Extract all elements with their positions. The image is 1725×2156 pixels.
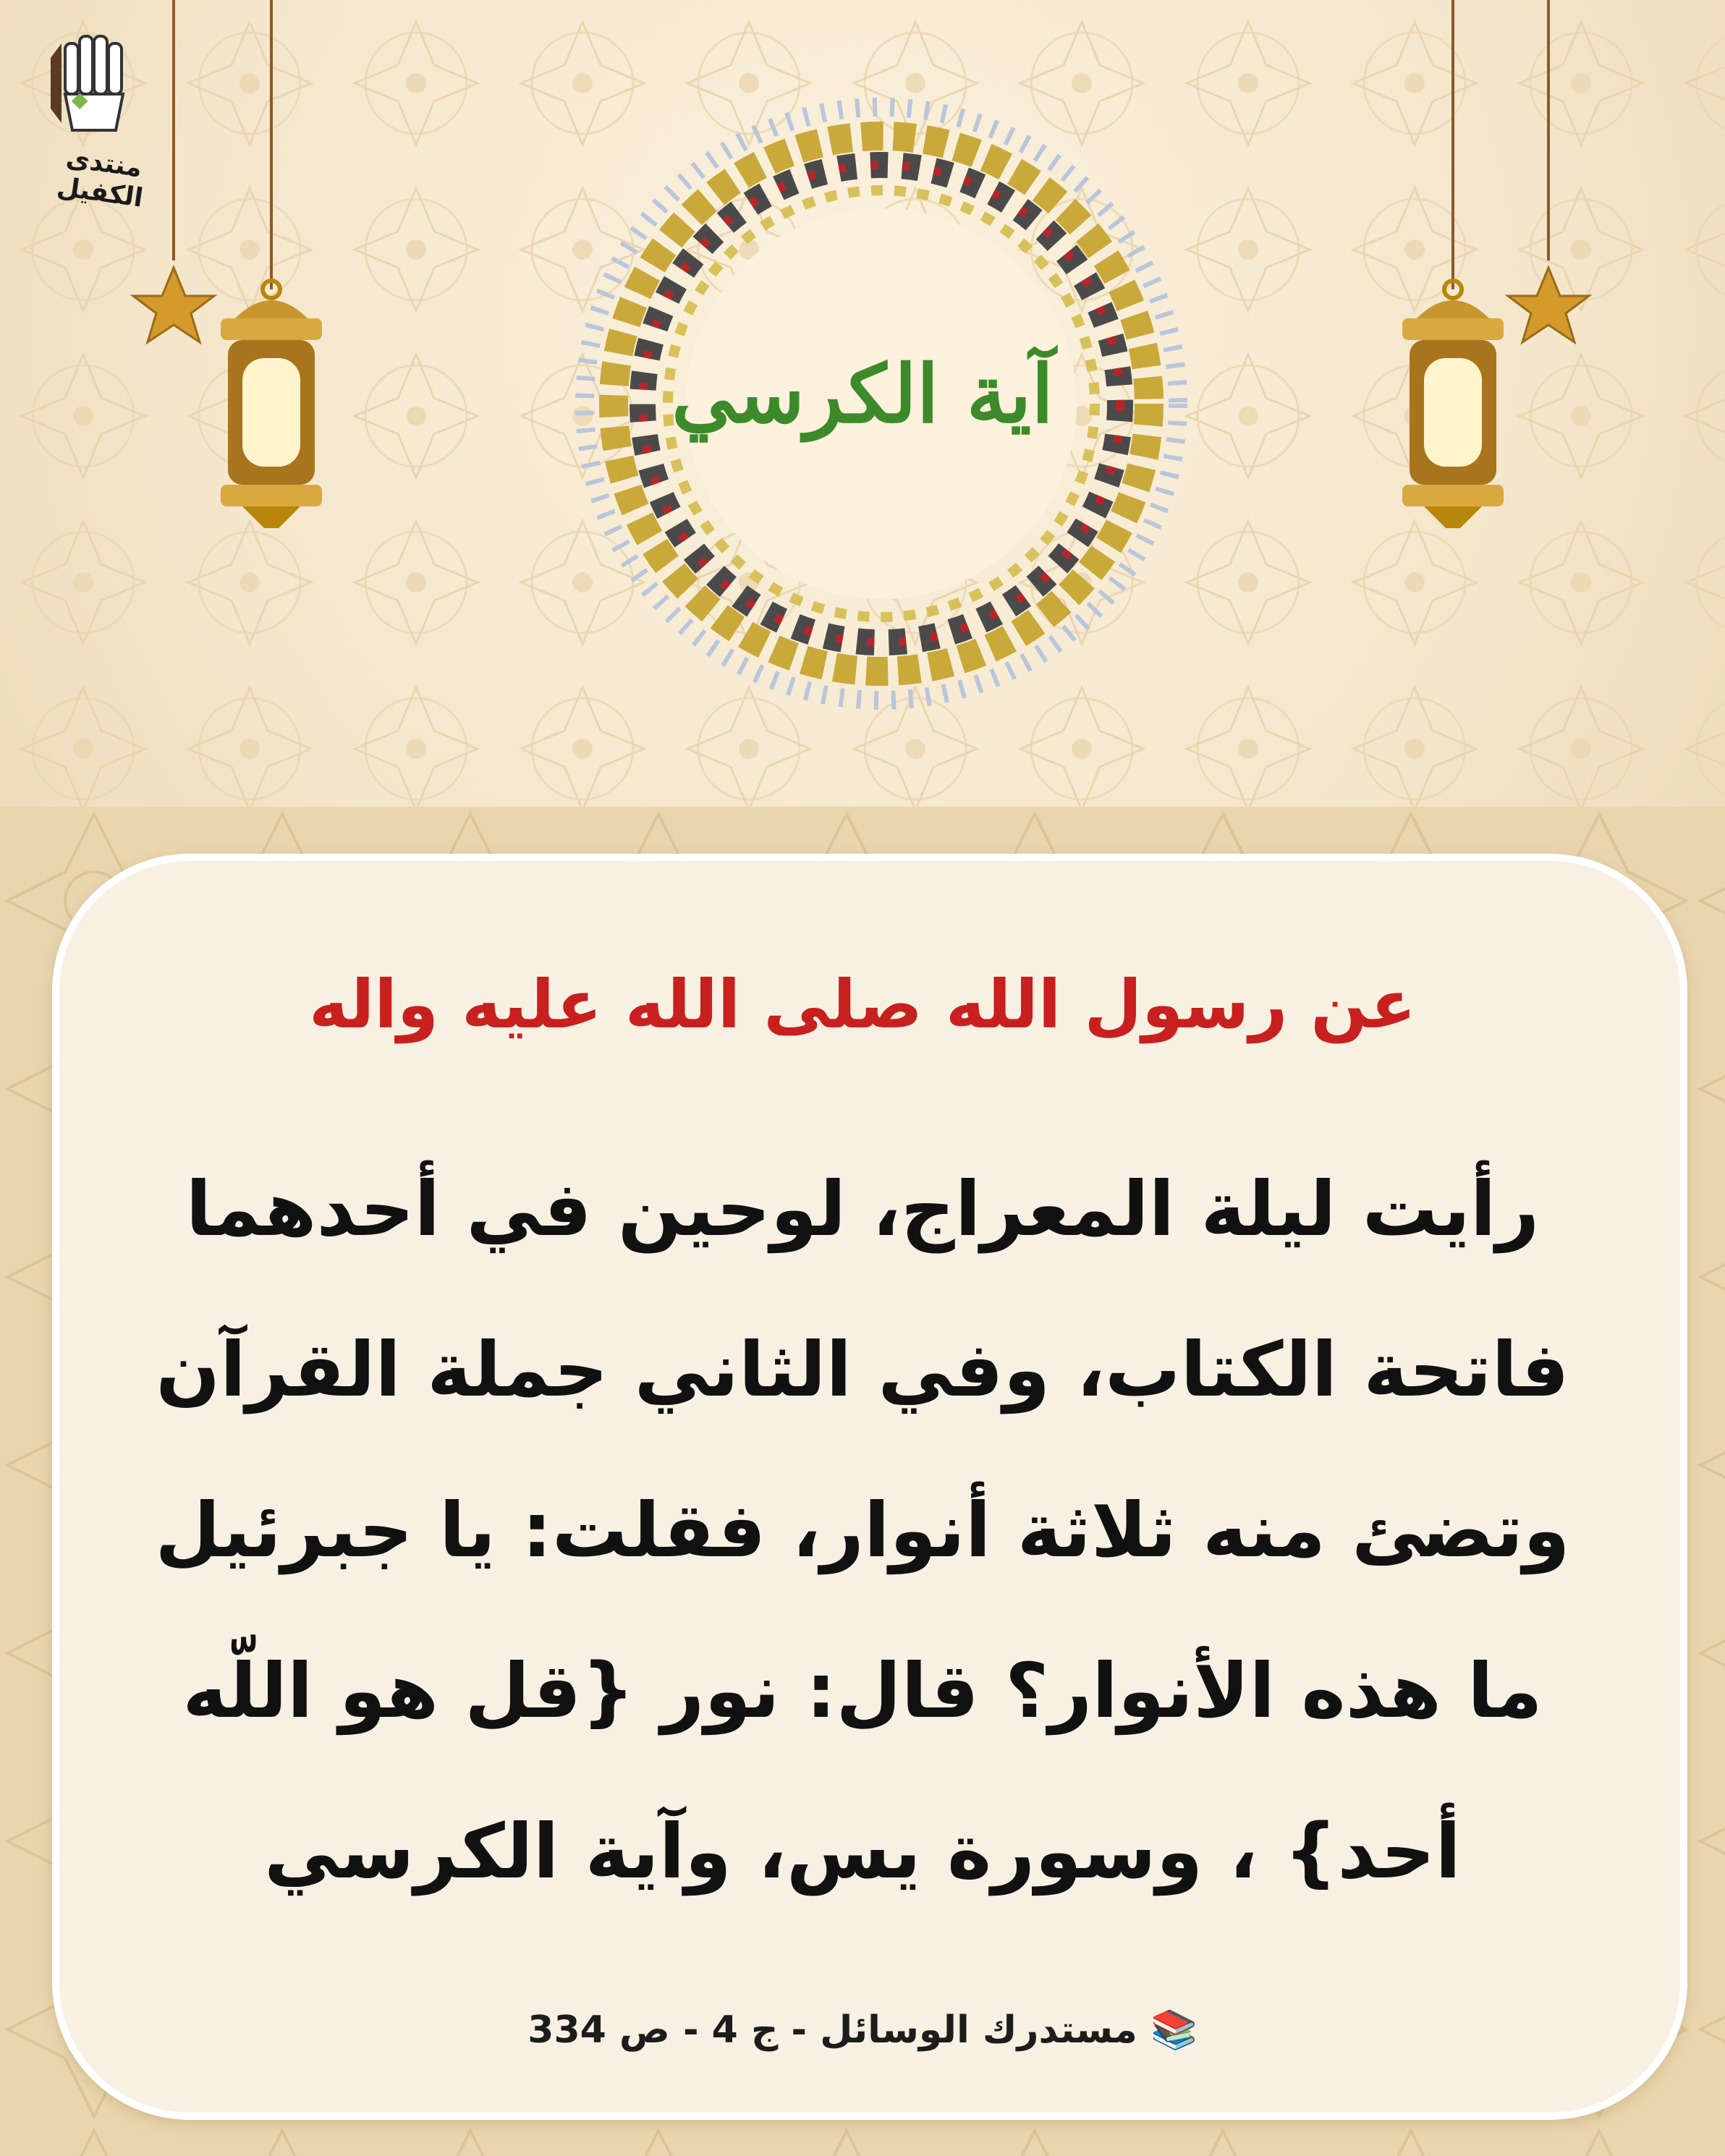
hadith-text xyxy=(123,1129,1602,1932)
source-citation: 📚 مستدرك الوسائل - ج 4 - ص 334 xyxy=(527,2008,1198,2052)
hadith-line: فاتحة الكتاب، وفي الثاني جملة القرآن xyxy=(156,1325,1569,1414)
top-banner xyxy=(0,0,1725,807)
attribution-heading: عن رسول الله صلى الله عليه واله xyxy=(309,966,1416,1043)
hadith-line: أحد} ، وسورة يس، وآية الكرسي xyxy=(264,1807,1461,1896)
hadith-line: ما هذه الأنوار؟ قال: نور {قل هو اللّه xyxy=(182,1647,1543,1735)
page-title: آية الكرسي xyxy=(671,347,1054,441)
star-icon xyxy=(1508,268,1589,342)
logo-text: منتدى الكفيل xyxy=(55,143,145,213)
hadith-line: رأيت ليلة المعراج، لوحين في أحدهما xyxy=(185,1165,1540,1253)
hadith-line: وتضئ منه ثلاثة أنوار، فقلت: يا جبرئيل xyxy=(155,1486,1570,1574)
hand-logo-icon xyxy=(51,36,123,130)
star-icon xyxy=(133,268,214,342)
